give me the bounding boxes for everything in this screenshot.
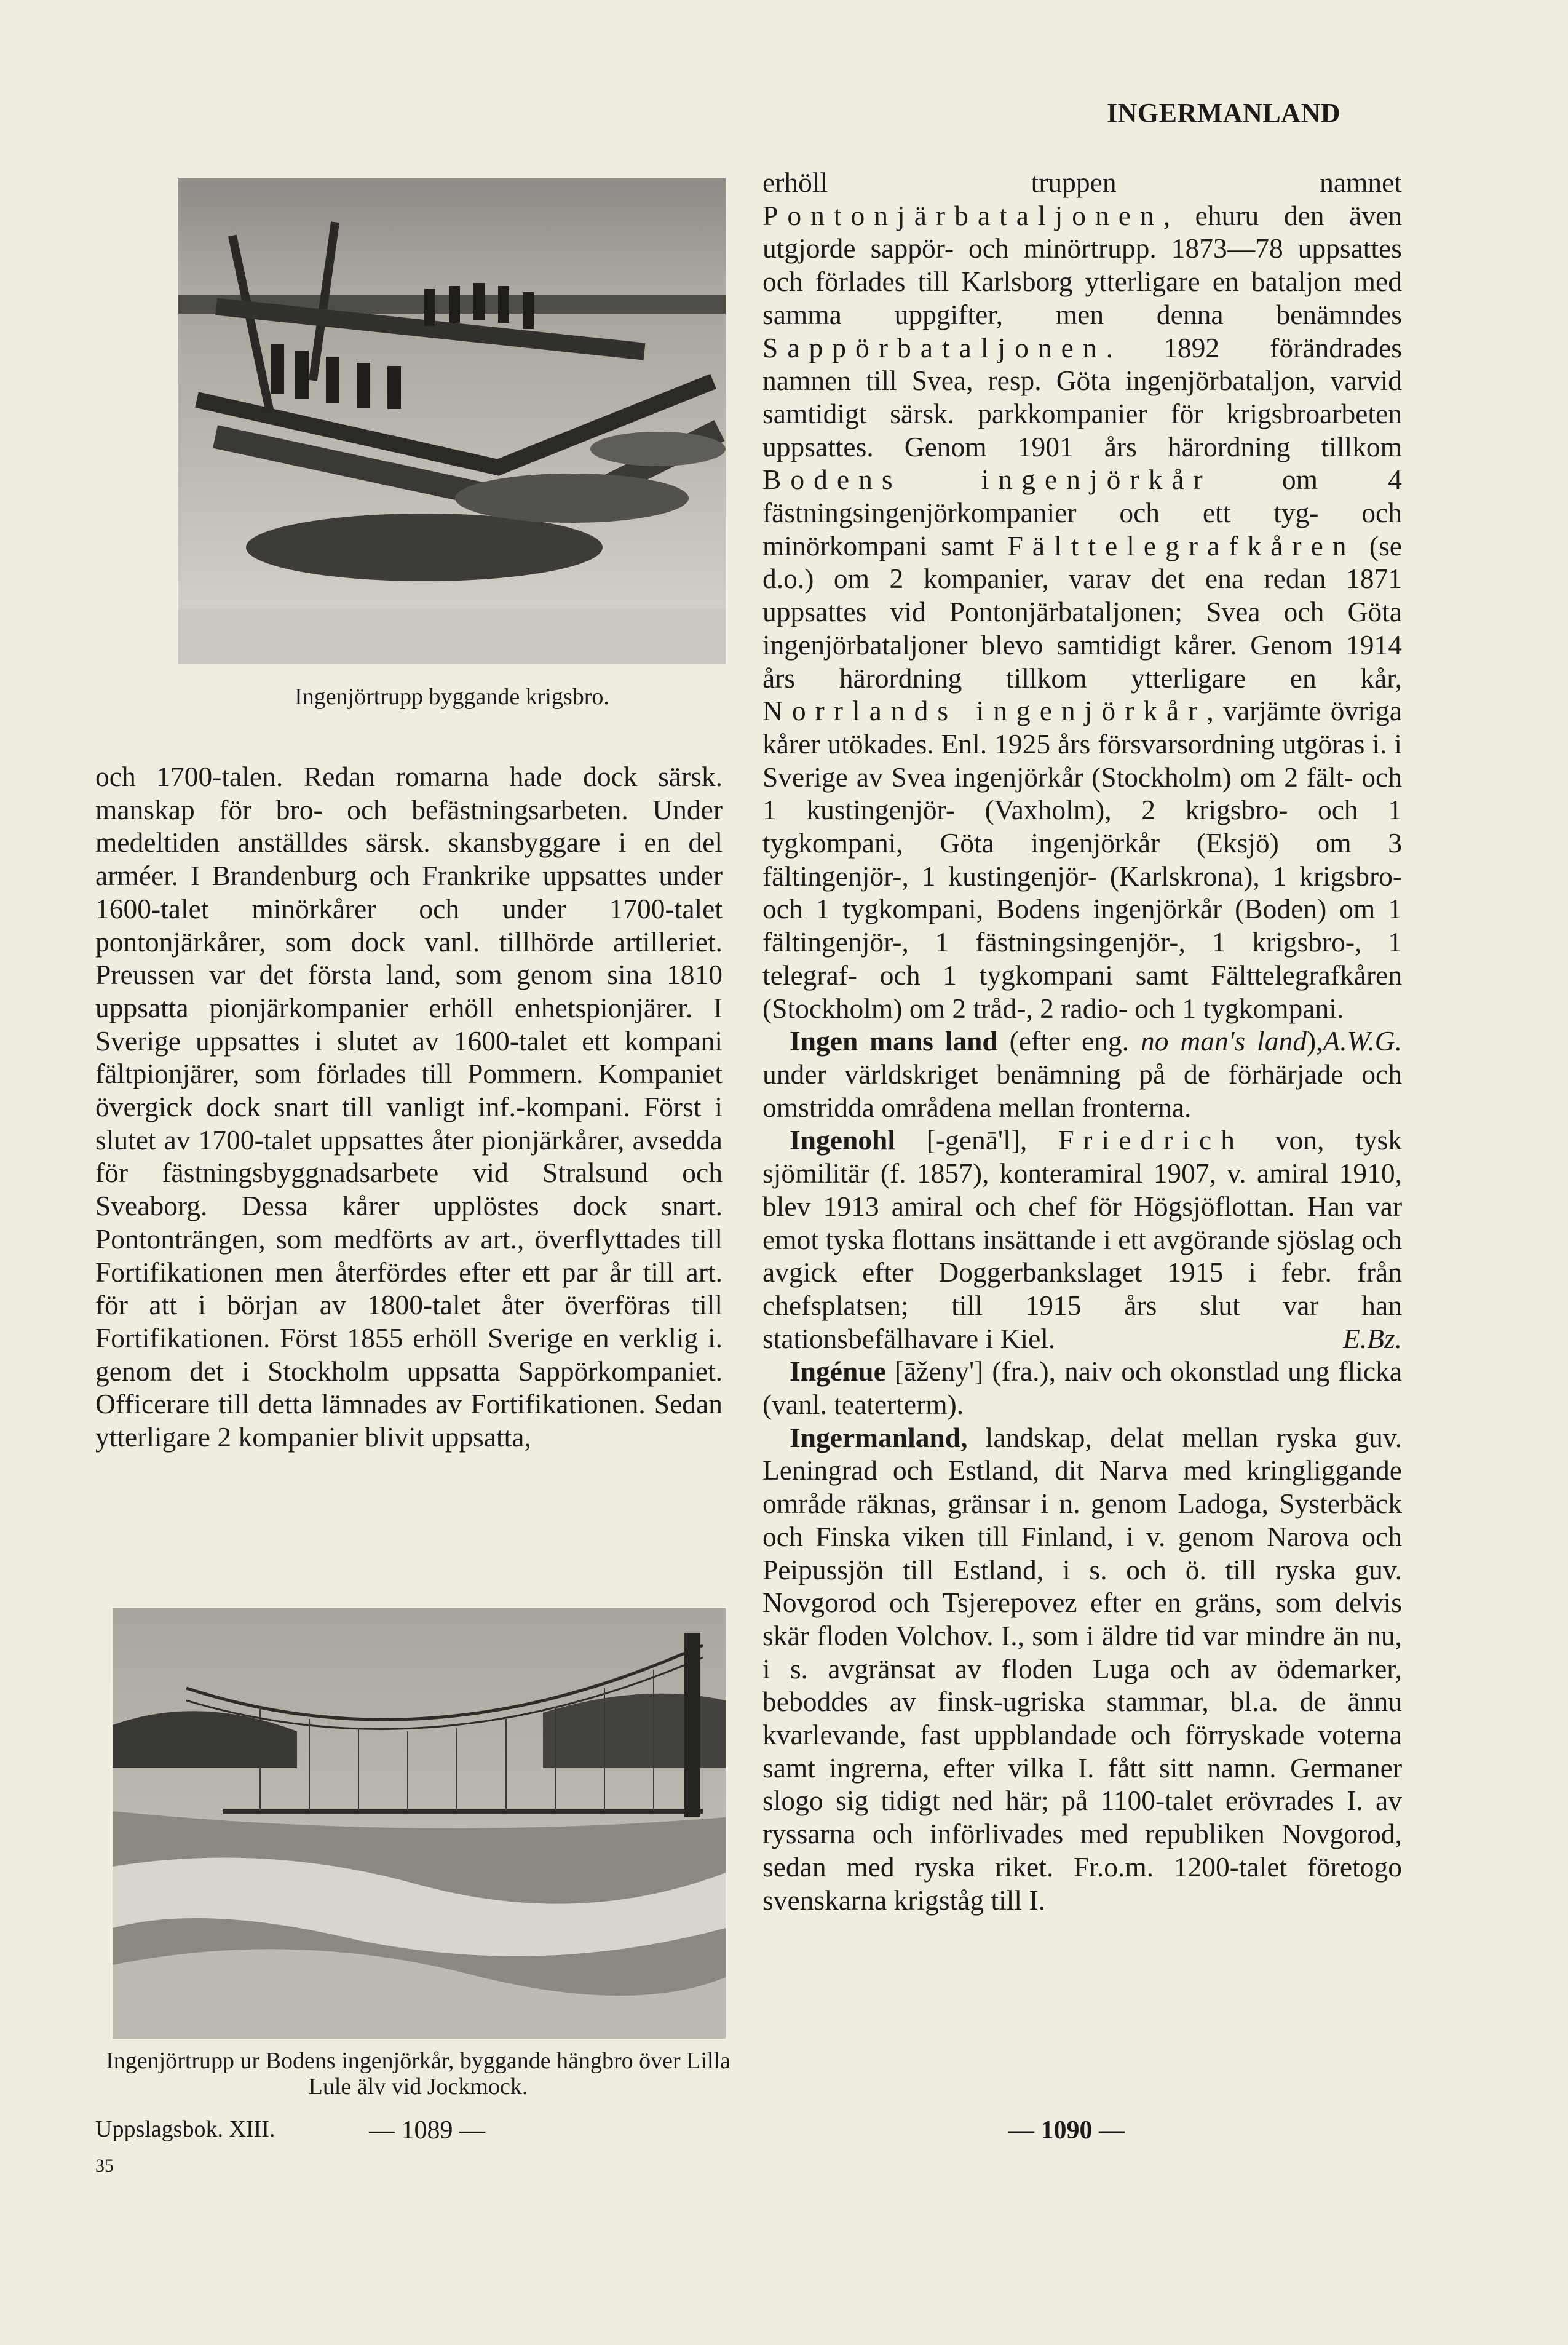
signature: A.W.G. [1323, 1025, 1402, 1057]
page-number-right: — 1090 — [1008, 2116, 1125, 2145]
entry-ingenue: Ingénue [āženy'] (fra.), naiv och okonstlad ung flicka (vanl. teaterterm). [762, 1355, 1402, 1421]
photo2-caption: Ingenjörtrupp ur Bodens ingenjörkår, byggande hängbro över Lilla Lule älv vid Jockmock. [106, 2048, 731, 2100]
suspension-bridge-photo [113, 1608, 726, 2039]
left-paragraph: och 1700-talen. Redan romarna hade dock särsk. manskap för bro- och befästningsarbeten. Under medeltiden anställdes särsk. skansbyggare i en del arméer. I Brandenburg och Frankrike uppsattes under 1600-talet minörkårer och under 1700-talet pontonjärkårer, som dock vanl. tillhörde artilleriet. Preussen var det första land, som genom sina 1810 uppsatta pionjärkompanier erhöll enhetspionjärer. I Sverige uppsattes i slutet av 1600-talet ett kompani fältpionjärer, som förlades till Pommern. Kompaniet övergick dock snart till vanligt inf.-kompani. Först i slutet av 1700-talet uppsattes åter pionjärkårer, avsedda för fästningsbyggnadsarbete vid Stralsund och Sveaborg. Dessa kårer upplöstes dock snart. Pontonträngen, som medförts av art., överflyttades till Fortifikationen men återfördes efter ett par år till art. för att i början av 1800-talet åter överföras till Fortifikationen. Först 1855 erhöll Sverige en verklig i. genom det i Stockholm uppsatta Sappörkompaniet. Officerare till detta lämnades av Fortifikationen. Sedan ytterligare 2 kompanier blivit uppsatta, [95, 761, 723, 1453]
entry-ingenjortrupper-continuation: erhöll truppen namnet Pontonjärbataljonen, ehuru den även utgjorde sappör- och minörtrupp. 1873—78 uppsattes och förlades till Karlsborg ytterligare en bataljon med samma uppgifter, men denna benämndes Sappörbataljonen. 1892 förändrades namnen till Svea, resp. Göta ingenjörbataljon, varvid samtidigt särsk. parkkompanier för krigsbroarbeten uppsattes. Genom 1901 års härordning tillkom Bodens ingenjörkår om 4 fästningsingenjörkompanier och ett tyg- och minörkompani samt Fälttelegrafkåren (se d.o.) om 2 kompanier, varav det ena redan 1871 uppsattes vid Pontonjärbataljonen; Svea och Göta ingenjörbataljoner blevo samtidigt kårer. Genom 1914 års härordning tillkom ytterligare en kår, Norrlands ingenjörkår, varjämte övriga kårer utökades. Enl. 1925 års försvarsordning utgöras i. i Sverige av Svea ingenjörkår (Stockholm) om 2 fält- och 1 kustingenjör- (Vaxholm), 2 krigsbro- och 1 tygkompani, Göta ingenjörkår (Eksjö) om 3 fältingenjör-, 1 kustingenjör- (Karlskrona), 1 krigsbro- och 1 tygkompani, Bodens ingenjörkår (Boden) om 1 fältingenjör-, 1 fästningsingenjör-, 1 krigsbro-, 1 telegraf- och 1 tygkompani samt Fälttelegrafkåren (Stockholm) om 2 tråd-, 2 radio- och 1 tygkompani. A.W.G. [762, 167, 1402, 1057]
entry-ingen-mans-land: Ingen mans land (efter eng. no man's land), under världskriget benämning på de förhärjade och omstridda områdena mellan fronterna. [762, 1025, 1402, 1123]
left-column [95, 760, 723, 1454]
signature: E.Bz. [1342, 1322, 1402, 1354]
bridge-building-illustration [178, 178, 726, 664]
entry-ingermanland: Ingermanland, landskap, delat mellan ryska guv. Leningrad och Estland, dit Narva med kringliggande område räknas, gränsar i n. genom Ladoga, Systerbäck och Finska viken till Finland, i v. genom Narova och Peipussjön till Estland, i s. och ö. till ryska guv. Novgorod och Tsjerepovez efter en gräns, som delvis skär floden Volchov. I., som i äldre tid var mindre än nu, i s. avgränsat av floden Luga och av ödemarker, beboddes av finsk-ugriska stammar, bl.a. de ännu kvarlevande, fast uppblandade och förryskade voterna samt ingrerna, efter vilka I. fått sitt namn. Germaner slogo sig tidigt ned här; på 1100-talet erövrades I. av ryssarna och införlivades med republiken Novgorod, sedan med ryska riket. Fr.o.m. 1200-talet företogo svenskarna krigståg till I. [762, 1421, 1402, 1916]
photo1-caption: Ingenjörtrupp byggande krigsbro. [295, 684, 609, 710]
bridge-building-photo [178, 178, 726, 664]
suspension-bridge-illustration [113, 1608, 726, 2039]
footer-sheet-number: 35 [95, 2156, 114, 2176]
running-head: INGERMANLAND [1107, 98, 1340, 128]
right-column [762, 166, 1402, 1916]
footer-book-title: Uppslagsbok. XIII. [95, 2116, 275, 2142]
page-number-left: — 1089 — [369, 2116, 485, 2145]
entry-ingenohl: Ingenohl [-genā'l], Friedrich von, tysk sjömilitär (f. 1857), konteramiral 1907, v. amiral 1910, blev 1913 amiral och chef för Högsjöflottan. Han var emot tyska flottans insättande i ett avgörande sjöslag och avgick efter Doggerbankslaget 1915 i febr. från chefsplatsen; till 1915 års slut var han stationsbefälhavare i Kiel. E.Bz. [762, 1124, 1402, 1354]
